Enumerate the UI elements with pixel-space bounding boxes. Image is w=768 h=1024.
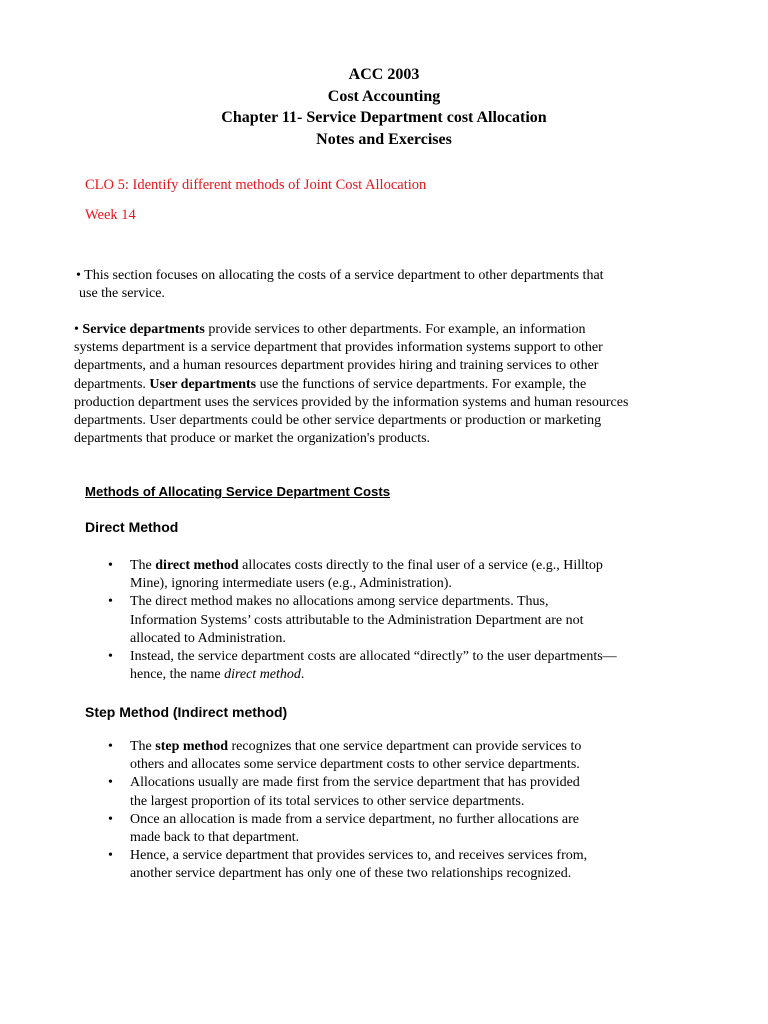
term-direct-method: direct method	[155, 558, 239, 573]
service-line-4: departments. User departments use the functions of service departments. For example, the	[74, 376, 587, 392]
bullet-icon: •	[108, 811, 113, 827]
clo-line: CLO 5: Identify different methods of Joint Cost Allocation	[85, 177, 427, 193]
service-departments-paragraph	[74, 321, 628, 448]
bullet-icon: •	[74, 322, 79, 337]
direct-method-heading: Direct Method	[85, 519, 179, 535]
service-line-3: departments, and a human resources department provides hiring and training services to other	[74, 358, 599, 374]
service-line-1: • Service departments provide services to other departments. For example, an information	[74, 322, 586, 337]
document-subtitle: Notes and Exercises	[316, 130, 452, 148]
list-item: • The direct method allocates costs directly to the final user of a service (e.g., Hilltop Mine), ignoring intermediate users (e.g., Administration).	[108, 558, 603, 592]
term-service-departments: Service departments	[82, 322, 205, 337]
list-item: • The direct method makes no allocations among service departments. Thus, Information Systems’ costs attributable to the Administration Department are not allocated to Administration.	[108, 594, 584, 646]
list-item: • Allocations usually are made first from the service department that has provided the largest proportion of its total services to other service departments.	[108, 775, 580, 809]
intro-paragraph	[76, 267, 604, 303]
service-line-5: production department uses the services provided by the information systems and human resources	[74, 394, 629, 410]
list-item: • Hence, a service department that provides services to, and receives services from, another service department has only one of these two relationships recognized.	[108, 848, 588, 882]
list-item: • Instead, the service department costs are allocated “directly” to the user departments— hence, the name direct method.	[108, 649, 617, 683]
service-line-6: departments. User departments could be other service departments or production or marketing	[74, 413, 602, 429]
bullet-icon: •	[108, 775, 113, 791]
term-direct-method-italic: direct method	[224, 667, 301, 683]
step-method-heading: Step Method (Indirect method)	[85, 704, 288, 720]
service-line-7: departments that produce or market the organization's products.	[74, 431, 431, 447]
service-line-2: systems department is a service department that provides information systems support to other	[74, 340, 603, 356]
intro-line-2: use the service.	[79, 286, 165, 302]
course-subject: Cost Accounting	[327, 87, 441, 105]
chapter-title: Chapter 11- Service Department cost Allocation	[221, 109, 547, 126]
intro-line-1: • This section focuses on allocating the costs of a service department to other departments that	[76, 268, 604, 283]
bullet-icon: •	[108, 649, 113, 665]
title-block	[0, 64, 768, 150]
bullet-icon: •	[108, 739, 113, 754]
bullet-icon: •	[76, 268, 81, 283]
course-code: ACC 2003	[348, 66, 420, 83]
methods-heading: Methods of Allocating Service Department Costs	[85, 484, 391, 499]
bullet-icon: •	[108, 558, 113, 573]
list-item: • Once an allocation is made from a service department, no further allocations are made back to that department.	[108, 811, 579, 846]
list-item: • The step method recognizes that one service department can provide services to others and allocates some service department costs to other service departments.	[108, 739, 582, 773]
bullet-icon: •	[108, 594, 113, 610]
bullet-icon: •	[108, 848, 113, 864]
direct-method-list	[108, 557, 617, 684]
term-step-method: step method	[155, 739, 228, 754]
week-line: Week 14	[85, 207, 136, 223]
step-method-list	[108, 738, 587, 884]
term-user-departments: User departments	[149, 376, 257, 392]
